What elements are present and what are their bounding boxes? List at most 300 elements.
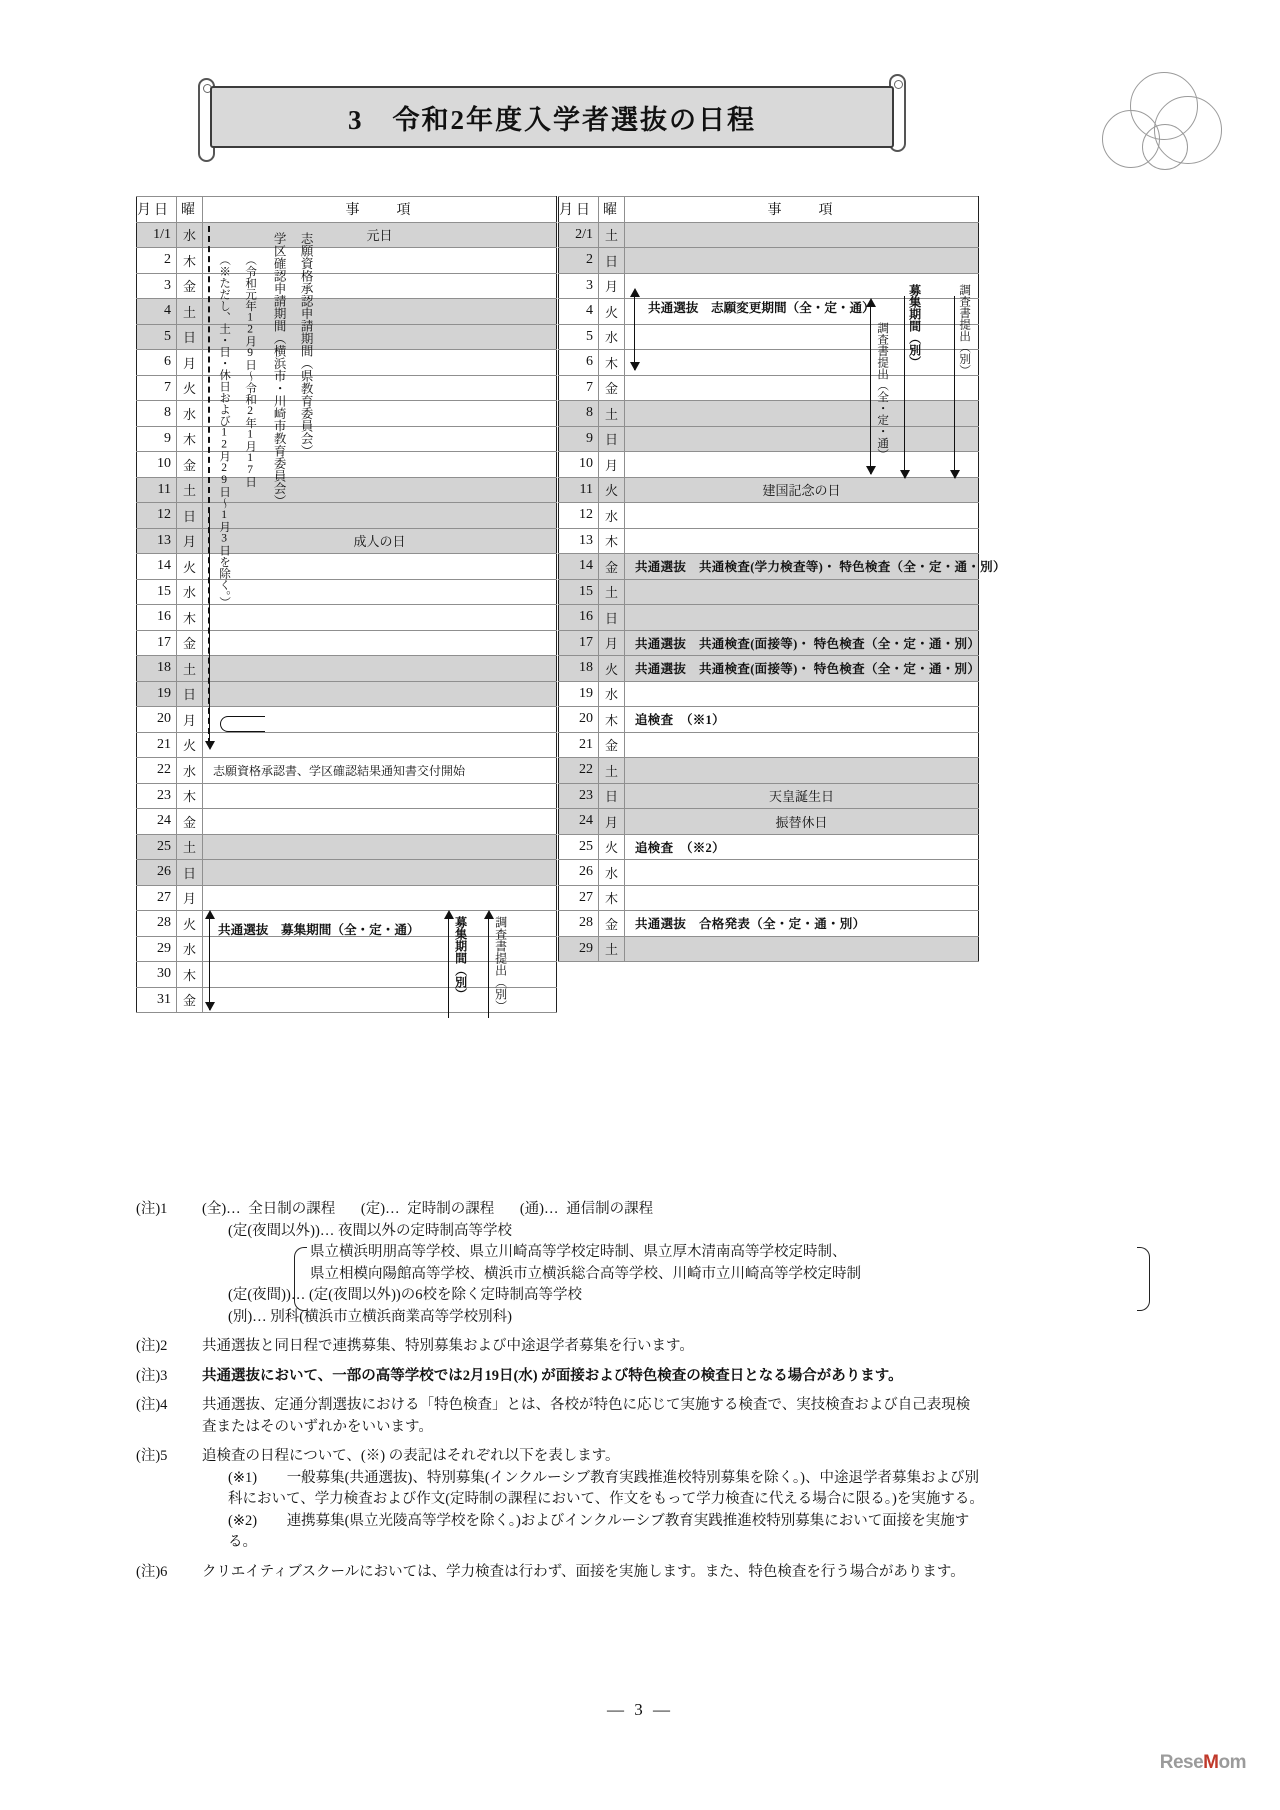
jan-boshu-betsu-vtext: 募集期間（別） [453, 916, 468, 1000]
cell-event [625, 350, 979, 376]
cell-event [625, 860, 979, 886]
cell-weekday: 水 [177, 758, 203, 784]
header-weekday-feb: 曜 [599, 197, 625, 223]
cell-event [625, 911, 979, 937]
cell-event [203, 860, 557, 886]
cell-event [203, 350, 557, 376]
cell-event [625, 707, 979, 733]
cell-date: 5 [559, 324, 599, 350]
cell-weekday: 木 [599, 885, 625, 911]
cell-event [203, 783, 557, 809]
table-row [137, 528, 979, 554]
header-event-jan: 事 項 [203, 197, 557, 223]
cell-date: 4 [137, 299, 177, 325]
event-text: 成人の日 [353, 534, 406, 550]
cell-event [203, 273, 557, 299]
note-1-line-2: (定(夜間以外))… 夜間以外の定時制高等学校 [228, 1222, 512, 1239]
table-row [137, 350, 979, 376]
table-row [137, 962, 979, 988]
cell-event [203, 732, 557, 758]
cell-event [203, 426, 557, 452]
cell-weekday: 水 [599, 860, 625, 886]
cell-event [203, 656, 557, 682]
table-row [137, 656, 979, 682]
cell-event [625, 605, 979, 631]
cell-weekday: 水 [177, 222, 203, 248]
cell-weekday: 土 [599, 579, 625, 605]
cell-date: 17 [559, 630, 599, 656]
cell-weekday: 木 [177, 962, 203, 988]
cell-weekday: 金 [599, 732, 625, 758]
empty-cell [559, 962, 599, 988]
note-1-line-4: (別)… 別科(横浜市立横浜商業高等学校別科) [228, 1308, 512, 1325]
table-row [137, 707, 979, 733]
cell-event [203, 962, 557, 988]
cell-date: 3 [559, 273, 599, 299]
cell-date: 18 [559, 656, 599, 682]
table-row [137, 630, 979, 656]
cell-date: 2 [137, 248, 177, 274]
cell-event [203, 911, 557, 937]
cell-event [625, 477, 979, 503]
note-5-sub-1-label: (※1) [228, 1469, 258, 1486]
jan-boshu-period-label: 共通選抜 募集期間（全・定・通） [218, 923, 420, 937]
cell-event [625, 528, 979, 554]
note-4 [136, 1398, 1146, 1441]
table-row [137, 324, 979, 350]
cell-event [625, 222, 979, 248]
cell-event [625, 579, 979, 605]
jan-shigan-approve-vtext: 志願資格承認申請期間（県教育委員会） [299, 232, 314, 457]
note-5-label: (注)5 [136, 1448, 168, 1464]
cell-weekday: 金 [177, 273, 203, 299]
cell-date: 28 [137, 911, 177, 937]
event-text: 天皇誕生日 [768, 789, 834, 805]
note-5-sub-1 [202, 1471, 1146, 1486]
cell-weekday: 木 [599, 350, 625, 376]
cell-date: 28 [559, 911, 599, 937]
event-text: 元日 [366, 228, 393, 244]
table-row [137, 248, 979, 274]
cell-event [203, 528, 557, 554]
note-4-label: (注)4 [136, 1397, 168, 1413]
cell-date: 21 [137, 732, 177, 758]
cell-event [203, 936, 557, 962]
cell-weekday: 水 [599, 324, 625, 350]
header-event-feb: 事 項 [625, 197, 979, 223]
logo-left: Rese [1159, 1752, 1204, 1773]
note-5-sub-1-line-1: 一般募集(共通選抜)、特別募集(インクルーシブ教育実践推進校特別募集を除く。)、中途退学者募集および別 [286, 1469, 979, 1486]
event-text: 共通選抜 合格発表（全・定・通・別） [635, 917, 866, 932]
feb-chousa-betsu-vtext: 調査書提出（別） [958, 284, 971, 376]
note-1-school-line-2: 県立相模向陽館高等学校、横浜市立横浜総合高等学校、川崎市立川崎高等学校定時制 [310, 1265, 861, 1282]
note-5 [136, 1449, 1146, 1557]
note-6 [136, 1565, 1146, 1587]
table-row [137, 987, 979, 1013]
cell-weekday: 月 [599, 809, 625, 835]
cell-event [203, 248, 557, 274]
cell-weekday: 金 [599, 554, 625, 580]
cell-date: 29 [559, 936, 599, 962]
event-text: 志願資格承認書、学区確認結果通知書交付開始 [213, 763, 466, 778]
cell-event [625, 732, 979, 758]
note-4-line-2: 査またはそのいずれかをいいます。 [202, 1418, 433, 1435]
cell-event [203, 299, 557, 325]
cell-event [625, 401, 979, 427]
decorative-circles-logo [1102, 72, 1222, 182]
cell-weekday: 月 [599, 630, 625, 656]
cell-date: 22 [559, 758, 599, 784]
cell-event [625, 885, 979, 911]
cell-date: 12 [559, 503, 599, 529]
note-3 [136, 1369, 1146, 1391]
cell-weekday: 土 [177, 834, 203, 860]
note-5-sub-2 [202, 1514, 1146, 1529]
table-row [137, 605, 979, 631]
notes-section [136, 1202, 1146, 1594]
table-row [137, 503, 979, 529]
cell-weekday: 金 [599, 911, 625, 937]
cell-date: 9 [559, 426, 599, 452]
cell-weekday: 金 [177, 452, 203, 478]
cell-event [203, 222, 557, 248]
table-row [137, 860, 979, 886]
cell-weekday: 土 [599, 758, 625, 784]
cell-weekday: 木 [177, 426, 203, 452]
cell-date: 11 [559, 477, 599, 503]
cell-weekday: 水 [177, 579, 203, 605]
cell-event [203, 375, 557, 401]
cell-date: 19 [559, 681, 599, 707]
cell-weekday: 木 [177, 605, 203, 631]
cell-weekday: 火 [177, 554, 203, 580]
cell-date: 27 [137, 885, 177, 911]
cell-date: 25 [559, 834, 599, 860]
cell-date: 12 [137, 503, 177, 529]
empty-cell [559, 987, 599, 1013]
cell-weekday: 火 [599, 656, 625, 682]
cell-event [625, 324, 979, 350]
cell-event [203, 605, 557, 631]
note-1-label: (注)1 [136, 1201, 168, 1217]
cell-weekday: 日 [177, 860, 203, 886]
cell-date: 6 [559, 350, 599, 376]
table-row [137, 452, 979, 478]
cell-event [625, 783, 979, 809]
table-row [137, 885, 979, 911]
cell-date: 18 [137, 656, 177, 682]
note-1-line-1 [202, 1202, 1146, 1217]
note-2-label: (注)2 [136, 1338, 168, 1354]
cell-weekday: 日 [599, 605, 625, 631]
cell-event [203, 885, 557, 911]
note-5-sub-2-line-1: 連携募集(県立光陵高等学校を除く。)およびインクルーシブ教育実践推進校特別募集において面接を実施す [286, 1512, 970, 1529]
note-1-tsu-key: (通)… [519, 1201, 559, 1217]
cell-date: 15 [137, 579, 177, 605]
table-row [137, 834, 979, 860]
table-row [137, 554, 979, 580]
table-row [137, 299, 979, 325]
cell-weekday: 木 [177, 248, 203, 274]
note-1-line-3: (定(夜間))… (定(夜間以外))の6校を除く定時制高等学校 [228, 1287, 583, 1303]
note-2-text: 共通選抜と同日程で連携募集、特別募集および中途退学者募集を行います。 [202, 1338, 694, 1354]
header-date-feb: 月日 [559, 197, 599, 223]
cell-event [203, 477, 557, 503]
cell-event [203, 452, 557, 478]
cell-event [203, 681, 557, 707]
cell-weekday: 木 [599, 707, 625, 733]
cell-weekday: 火 [177, 732, 203, 758]
note-1-school-brace-block [202, 1245, 1146, 1281]
event-text: 共通選抜 共通検査(面接等)・ 特色検査（全・定・通・別） [635, 662, 981, 677]
table-row [137, 758, 979, 784]
cell-weekday: 土 [177, 299, 203, 325]
logo-mid: M [1203, 1752, 1219, 1773]
cell-date: 2/1 [559, 222, 599, 248]
feb-shigan-change-label: 共通選抜 志願変更期間（全・定・通） [648, 301, 875, 315]
table-row [137, 732, 979, 758]
cell-date: 31 [137, 987, 177, 1013]
cell-date: 10 [137, 452, 177, 478]
cell-event [203, 579, 557, 605]
jan-note-paren-vtext: （※ただし、土・日・休日および12月29日～1月3日を除く。） [218, 254, 231, 608]
cell-event [203, 503, 557, 529]
cell-event [625, 452, 979, 478]
cell-date: 27 [559, 885, 599, 911]
cell-weekday: 水 [599, 681, 625, 707]
cell-weekday: 木 [599, 528, 625, 554]
cell-event [625, 630, 979, 656]
event-text: 追検査 （※1） [635, 713, 725, 728]
cell-weekday: 木 [177, 783, 203, 809]
header-date-jan: 月日 [137, 197, 177, 223]
cell-weekday: 月 [177, 885, 203, 911]
empty-cell [599, 987, 625, 1013]
cell-date: 23 [559, 783, 599, 809]
cell-event [625, 809, 979, 835]
cell-date: 20 [137, 707, 177, 733]
cell-weekday: 金 [177, 630, 203, 656]
cell-event [625, 834, 979, 860]
cell-event [625, 758, 979, 784]
cell-event [203, 809, 557, 835]
cell-date: 5 [137, 324, 177, 350]
note-1-tei-key: (定)… [360, 1201, 400, 1217]
cell-weekday: 火 [599, 299, 625, 325]
cell-weekday: 土 [599, 222, 625, 248]
note-1-school-line-1: 県立横浜明朋高等学校、県立川崎高等学校定時制、県立厚木清南高等学校定時制、 [310, 1244, 847, 1260]
table-row [137, 681, 979, 707]
note-2 [136, 1339, 1146, 1361]
cell-date: 9 [137, 426, 177, 452]
cell-weekday: 金 [177, 809, 203, 835]
page-title: 3 令和2年度入学者選抜の日程 [348, 104, 756, 135]
note-6-text: クリエイティブスクールにおいては、学力検査は行わず、面接を実施します。また、特色検査を行う場合があります。 [202, 1563, 965, 1580]
cell-event [625, 299, 979, 325]
table-row [137, 401, 979, 427]
cell-date: 16 [559, 605, 599, 631]
cell-date: 7 [559, 375, 599, 401]
cell-weekday: 水 [177, 936, 203, 962]
banner-box [210, 86, 894, 148]
cell-weekday: 土 [177, 477, 203, 503]
cell-weekday: 月 [599, 273, 625, 299]
cell-weekday: 火 [599, 477, 625, 503]
cell-date: 24 [137, 809, 177, 835]
cell-date: 13 [137, 528, 177, 554]
cell-date: 21 [559, 732, 599, 758]
title-banner [196, 78, 908, 160]
cell-weekday: 金 [177, 987, 203, 1013]
empty-cell [625, 962, 979, 988]
jan-gakku-confirm-vtext: 学区確認申請期間（横浜市・川崎市教育委員会） [272, 232, 287, 507]
cell-weekday: 日 [177, 503, 203, 529]
cell-weekday: 日 [177, 324, 203, 350]
cell-date: 3 [137, 273, 177, 299]
cell-date: 30 [137, 962, 177, 988]
event-text: 建国記念の日 [762, 483, 841, 499]
logo-right: om [1218, 1752, 1246, 1773]
cell-event [625, 426, 979, 452]
cell-date: 11 [137, 477, 177, 503]
resemom-logo [1160, 1752, 1246, 1774]
cell-weekday: 日 [599, 248, 625, 274]
cell-date: 26 [137, 860, 177, 886]
cell-weekday: 土 [599, 401, 625, 427]
note-5-sub-2-line-2: る。 [228, 1534, 257, 1550]
table-header-row [137, 197, 979, 223]
page-number: — 3 — [607, 1700, 673, 1719]
feb-chousa-all-vtext: 調査書提出（全・定・通） [876, 322, 889, 460]
cell-weekday: 火 [177, 375, 203, 401]
feb-boshu-betsu-vtext: 募集期間（別） [907, 284, 922, 368]
note-1 [136, 1202, 1146, 1331]
cell-date: 2 [559, 248, 599, 274]
cell-event [625, 503, 979, 529]
note-5-line-1: 追検査の日程について、(※) の表記はそれぞれ以下を表します。 [202, 1448, 620, 1464]
cell-event [203, 758, 557, 784]
cell-date: 23 [137, 783, 177, 809]
cell-event [625, 681, 979, 707]
cell-date: 8 [559, 401, 599, 427]
header-weekday-jan: 曜 [177, 197, 203, 223]
note-1-zen-val: 全日制の課程 [248, 1201, 336, 1217]
cell-date: 7 [137, 375, 177, 401]
event-text: 追検査 （※2） [635, 840, 725, 855]
cell-date: 22 [137, 758, 177, 784]
cell-date: 14 [559, 554, 599, 580]
cell-event [203, 324, 557, 350]
cell-event [203, 834, 557, 860]
cell-event [625, 248, 979, 274]
cell-event [203, 554, 557, 580]
cell-weekday: 土 [599, 936, 625, 962]
jan-reiwa-range-vtext: （令和元年12月9日～令和2年1月17日 [244, 254, 257, 488]
note-5-sub-2-label: (※2) [228, 1512, 258, 1529]
cell-date: 8 [137, 401, 177, 427]
cell-weekday: 土 [177, 656, 203, 682]
cell-date: 14 [137, 554, 177, 580]
note-1-tsu-val: 通信制の課程 [566, 1201, 654, 1217]
schedule-table-wrapper [136, 196, 1006, 1013]
table-row [137, 273, 979, 299]
note-1-zen-key: (全)… [202, 1201, 241, 1217]
table-row [137, 911, 979, 937]
cell-event [203, 707, 557, 733]
table-row [137, 783, 979, 809]
cell-date: 4 [559, 299, 599, 325]
cell-date: 6 [137, 350, 177, 376]
note-4-line-1: 共通選抜、定通分割選抜における「特色検査」とは、各校が特色に応じて実施する検査で、実技検査および自己表現検 [202, 1397, 971, 1413]
cell-event [203, 401, 557, 427]
table-row [137, 936, 979, 962]
cell-date: 25 [137, 834, 177, 860]
jan-chousa-betsu-vtext: 調査書提出（別） [493, 916, 508, 1012]
cell-event [625, 554, 1006, 580]
note-5-sub-1-line-2: 科において、学力検査および作文(定時制の課程において、作文をもって学力検査に代える場合に限る。)を実施する。 [228, 1491, 984, 1507]
cell-weekday: 月 [599, 452, 625, 478]
note-1-tei-val: 定時制の課程 [407, 1201, 495, 1217]
cell-date: 17 [137, 630, 177, 656]
empty-cell [599, 962, 625, 988]
empty-cell [625, 987, 979, 1013]
cell-weekday: 月 [177, 528, 203, 554]
table-row [137, 426, 979, 452]
event-text: 共通選抜 共通検査(面接等)・ 特色検査（全・定・通・別） [635, 636, 981, 651]
cell-date: 13 [559, 528, 599, 554]
table-row [137, 375, 979, 401]
cell-weekday: 火 [177, 911, 203, 937]
cell-date: 10 [559, 452, 599, 478]
cell-date: 15 [559, 579, 599, 605]
table-row [137, 222, 979, 248]
schedule-table [136, 196, 1006, 1013]
note-3-label: (注)3 [136, 1367, 168, 1384]
cell-weekday: 日 [599, 426, 625, 452]
cell-weekday: 水 [599, 503, 625, 529]
cell-date: 26 [559, 860, 599, 886]
cell-date: 29 [137, 936, 177, 962]
cell-weekday: 月 [177, 350, 203, 376]
note-6-label: (注)6 [136, 1563, 168, 1580]
cell-date: 20 [559, 707, 599, 733]
cell-date: 16 [137, 605, 177, 631]
table-row [137, 477, 979, 503]
cell-date: 19 [137, 681, 177, 707]
table-row [137, 579, 979, 605]
cell-event [625, 273, 979, 299]
brace-right-icon [1137, 1247, 1150, 1311]
cell-event [203, 987, 557, 1013]
brace-left-icon [294, 1247, 307, 1311]
cell-event [203, 630, 557, 656]
cell-event [625, 375, 979, 401]
cell-weekday: 日 [599, 783, 625, 809]
cell-event [625, 936, 979, 962]
cell-date: 1/1 [137, 222, 177, 248]
cell-weekday: 水 [177, 401, 203, 427]
note-3-text: 共通選抜において、一部の高等学校では2月19日(水) が面接および特色検査の検査日となる場合があります。 [202, 1367, 903, 1384]
cell-weekday: 金 [599, 375, 625, 401]
event-text: 共通選抜 共通検査(学力検査等)・ 特色検査（全・定・通・別） [635, 560, 1006, 575]
cell-event [625, 656, 979, 682]
cell-weekday: 火 [599, 834, 625, 860]
cell-weekday: 月 [177, 707, 203, 733]
cell-date: 24 [559, 809, 599, 835]
event-text: 振替休日 [775, 814, 828, 830]
cell-weekday: 日 [177, 681, 203, 707]
table-row [137, 809, 979, 835]
